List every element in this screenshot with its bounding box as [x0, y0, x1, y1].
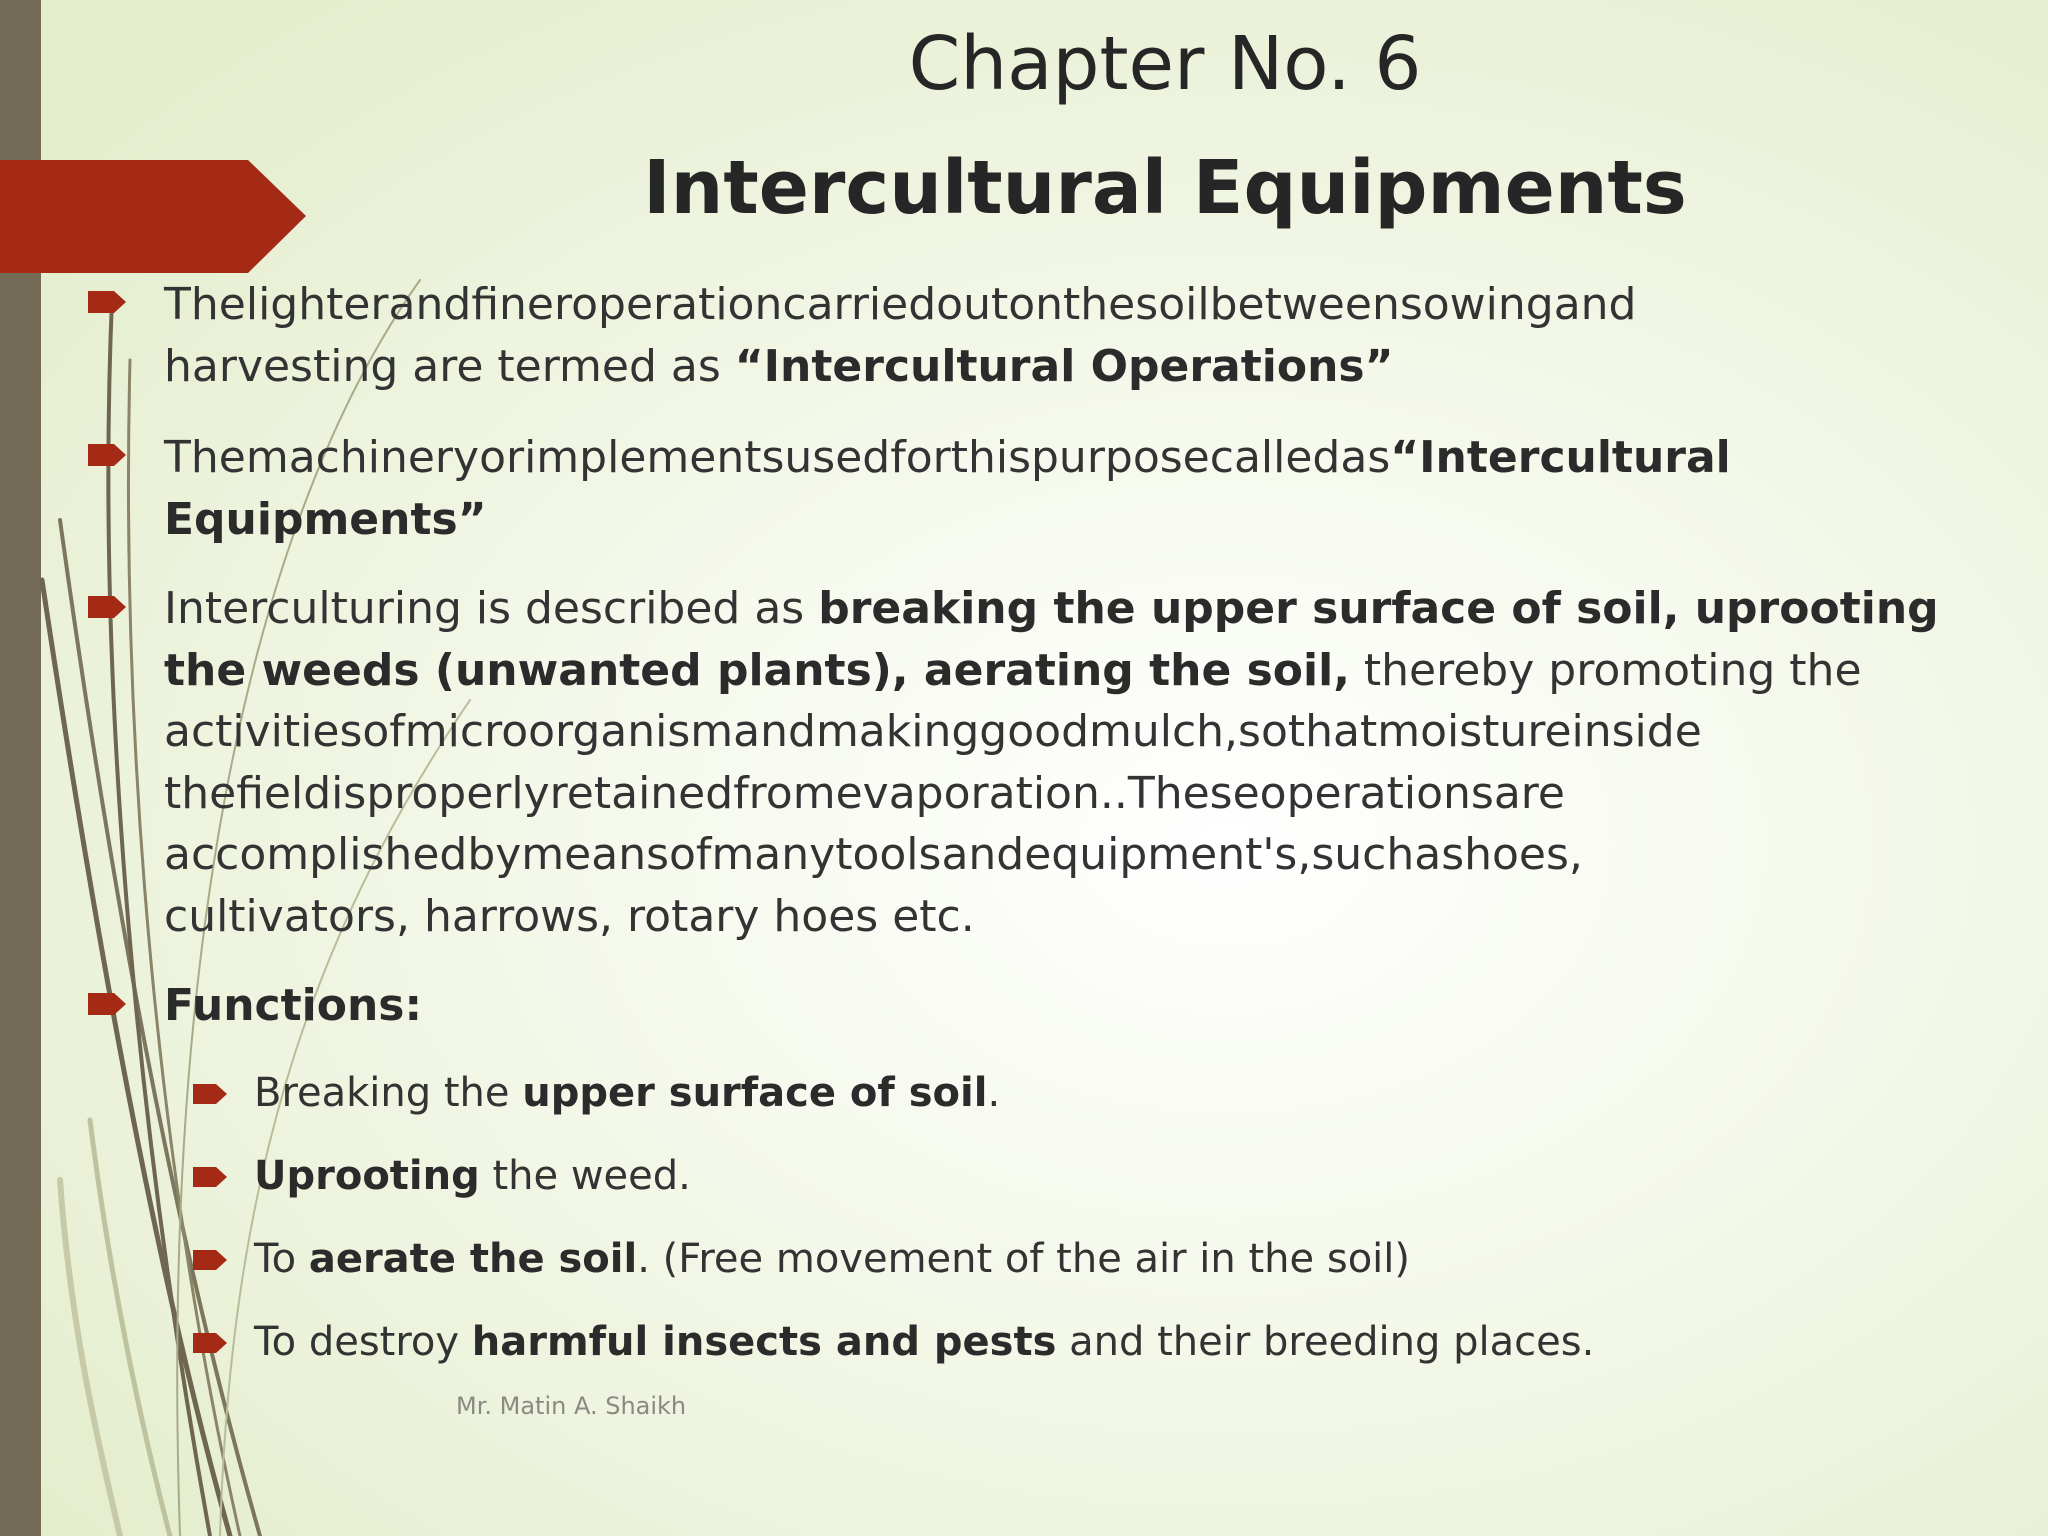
word: the — [1063, 279, 1136, 330]
bullet-arrow-icon — [88, 444, 126, 466]
word: this — [950, 432, 1031, 483]
word: by — [467, 829, 522, 880]
word: are — [1493, 767, 1565, 819]
word: and — [388, 279, 472, 330]
word: equipment's, — [1024, 829, 1312, 880]
word: out — [936, 279, 1009, 330]
bullet-item — [164, 274, 1956, 397]
word: activities — [164, 706, 363, 757]
word: as — [1340, 432, 1391, 483]
word: tools — [835, 829, 942, 880]
sub-bullet-arrow-icon — [193, 1084, 227, 1104]
word: from — [733, 767, 836, 819]
word: inside — [1571, 706, 1702, 757]
word: the — [164, 767, 237, 819]
bullet-line — [164, 701, 1956, 763]
function-item: To aerate the soil. (Free movement of the air in the soil) — [254, 1236, 1410, 1282]
word: finer — [471, 279, 572, 330]
word: machinery — [245, 432, 480, 483]
word: many — [711, 829, 836, 880]
word: evaporation.. — [835, 767, 1128, 819]
bullet-arrow-icon — [88, 291, 126, 313]
bullet-line — [164, 824, 1956, 886]
word: “Intercultural — [1390, 432, 1731, 483]
bullet-line: Functions: — [164, 980, 423, 1031]
bullet-arrow-icon — [88, 993, 126, 1015]
bullet-line — [164, 763, 1956, 825]
word: is — [331, 767, 367, 819]
word: implements — [524, 432, 785, 483]
word: moisture — [1377, 706, 1572, 757]
word: as — [1414, 829, 1465, 880]
word: hoes, — [1464, 829, 1583, 880]
word: purpose — [1031, 432, 1210, 483]
word: means — [521, 829, 670, 880]
word: soil — [1135, 279, 1210, 330]
red-arrow-banner — [0, 160, 306, 273]
word: on — [1008, 279, 1064, 330]
word: and — [941, 829, 1025, 880]
word: called — [1209, 432, 1341, 483]
bullet-arrow-icon — [88, 596, 126, 618]
word: for — [890, 432, 951, 483]
chapter-heading: Chapter No. 6 — [908, 21, 1422, 107]
word: operations — [1259, 767, 1494, 819]
sub-bullet-arrow-icon — [193, 1250, 227, 1270]
footer-author: Mr. Matin A. Shaikh — [456, 1392, 687, 1420]
bullet-item — [164, 975, 1956, 1037]
bullet-item — [164, 578, 1956, 947]
function-item: To destroy harmful insects and pests and their breeding places. — [254, 1319, 1595, 1365]
bullet-line: Equipments” — [164, 493, 487, 545]
word: between — [1209, 279, 1400, 330]
slide-title: Intercultural Equipments — [643, 145, 1687, 231]
word: operation — [571, 279, 783, 330]
sub-bullet-arrow-icon — [193, 1333, 227, 1353]
word: making — [815, 706, 980, 757]
bullet-line: the weeds (unwanted plants), aerating the soil, thereby promoting the — [164, 644, 1862, 696]
word: The — [164, 279, 246, 330]
bullet-line: cultivators, harrows, rotary hoes etc. — [164, 890, 975, 942]
word: or — [479, 432, 525, 483]
word: carried — [782, 279, 937, 330]
bullet-line: Interculturing is described as breaking the upper surface of soil, uprooting — [164, 583, 1939, 634]
word: and — [1553, 279, 1637, 330]
word: lighter — [245, 279, 389, 330]
bullet-line — [164, 274, 1956, 336]
word: of — [362, 706, 405, 757]
word: of — [669, 829, 712, 880]
word: retained — [549, 767, 734, 819]
word: good — [979, 706, 1089, 757]
word: The — [164, 432, 246, 483]
word: sowing — [1399, 279, 1554, 330]
word: accomplished — [164, 829, 468, 880]
bullet-item — [164, 427, 1956, 550]
word: microorganism — [404, 706, 734, 757]
function-item: Uprooting the weed. — [254, 1153, 691, 1199]
sub-bullet-arrow-icon — [193, 1167, 227, 1187]
word: used — [784, 432, 891, 483]
bullet-line — [164, 427, 1956, 489]
word: such — [1311, 829, 1415, 880]
word: These — [1127, 767, 1260, 819]
word: properly — [366, 767, 550, 819]
word: that — [1287, 706, 1378, 757]
word: and — [733, 706, 816, 757]
word: mulch, — [1089, 706, 1239, 757]
function-item: Breaking the upper surface of soil. — [254, 1070, 1001, 1116]
word: field — [236, 767, 332, 819]
word: so — [1238, 706, 1288, 757]
bullet-line: harvesting are termed as “Intercultural Operations” — [164, 340, 1394, 392]
